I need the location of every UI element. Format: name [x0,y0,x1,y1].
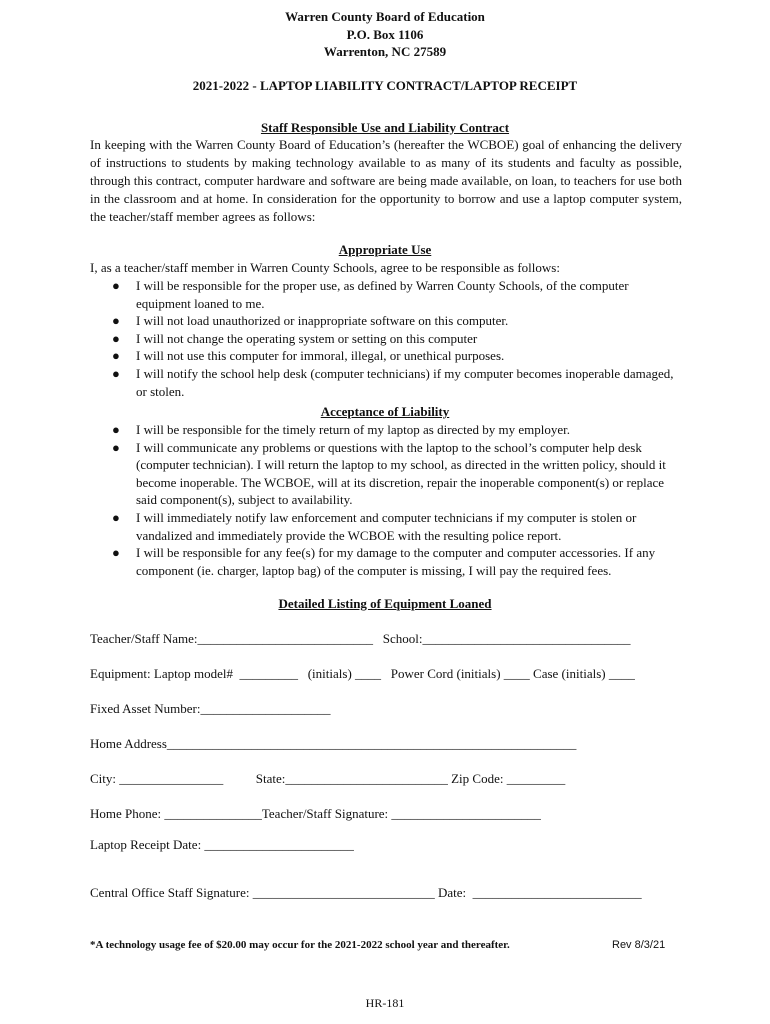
equipment-line[interactable]: Equipment: Laptop model# _________ (initials) ____ Power Cord (initials) ____ Case (initials) ____ [90,666,635,681]
acceptance-heading: Acceptance of Liability [320,404,450,419]
list-item [90,544,682,579]
list-item-text: I will be responsible for the proper use, as defined by Warren County Schools, of the computer equipment loaned to me. [136,278,629,311]
list-item [90,312,682,330]
bullet-icon: ● [112,278,120,293]
list-item [90,365,682,400]
bullet-icon: ● [112,509,120,525]
list-item [90,330,682,348]
list-item-text: I will communicate any problems or questions with the laptop to the school’s computer help desk (computer technician). I will return the laptop to my school, as directed in the written policy, should it become inoperable. The WCBOE, will at its discretion, repair the inoperable component(s) or replace said component(s), subject to availability. [136,439,666,508]
form-id: HR-181 [365,996,405,1010]
list-item-text: I will not change the operating system or setting on this computer [136,330,478,346]
list-item [90,277,682,312]
list-item [90,347,682,365]
list-item [90,509,682,544]
revision-date: Rev 8/3/21 [612,939,666,951]
list-item [90,421,682,439]
bullet-icon: ● [112,439,120,455]
staff-section-intro: In keeping with the Warren County Board of Education’s (hereafter the WCBOE) goal of enhancing the delivery of instructions to students by making technology available to as many of its students and faculty as possible, through this contract, computer hardware and software are being made available, on loan, to teachers for use both in the classroom and at home. In consideration for the opportunity to borrow and use a laptop computer system, the teacher/staff member agrees as follows: [90,137,682,224]
fixed-asset-line[interactable]: Fixed Asset Number:____________________ [90,701,331,716]
list-item-text: I will not load unauthorized or inappropriate software on this computer. [136,313,509,329]
list-item-text: I will notify the school help desk (computer technicians) if my computer becomes inoperable damaged, or stolen. [136,365,674,399]
bullet-icon: ● [112,545,120,561]
staff-section-heading: Staff Responsible Use and Liability Contract [260,120,510,135]
phone-signature-line[interactable]: Home Phone: _______________Teacher/Staff Signature: _______________________ [90,806,541,821]
receipt-date-line[interactable]: Laptop Receipt Date: _______________________ [90,837,354,852]
appropriate-use-list [90,277,682,400]
org-city: Warrenton, NC 27589 [323,44,447,59]
teacher-school-line[interactable]: Teacher/Staff Name:___________________________ School:________________________________ [90,631,631,646]
bullet-icon: ● [112,422,120,437]
list-item-text: I will immediately notify law enforcement and computer technicians if my computer is stolen or vandalized and immediately provide the WCBOE with the resulting police report. [136,509,637,543]
fee-footnote: *A technology usage fee of $20.00 may occur for the 2021-2022 school year and thereafter. [90,939,510,951]
equipment-heading: Detailed Listing of Equipment Loaned [278,596,492,611]
list-item-text: I will not use this computer for immoral, illegal, or unethical purposes. [136,348,505,364]
list-item-text: I will be responsible for any fee(s) for my damage to the computer and computer accessories. If any component (ie. charger, laptop bag) of the computer is missing, I will pay the required fees. [136,545,656,578]
bullet-icon: ● [112,330,120,346]
home-address-line[interactable]: Home Address_______________________________________________________________ [90,736,577,751]
list-item [90,439,682,509]
bullet-icon: ● [112,313,120,329]
city-state-zip-line[interactable]: City: ________________ State:_________________________ Zip Code: _________ [90,771,566,786]
central-office-signature-line[interactable]: Central Office Staff Signature: ____________________________ Date: __________________________ [90,885,642,900]
appropriate-use-heading: Appropriate Use [338,242,432,257]
document-title: 2021-2022 - LAPTOP LIABILITY CONTRACT/LAPTOP RECEIPT [192,78,578,93]
bullet-icon: ● [112,348,120,364]
appropriate-use-intro: I, as a teacher/staff member in Warren County Schools, agree to be responsible as follows: [90,260,560,275]
bullet-icon: ● [112,365,120,381]
org-name: Warren County Board of Education [285,9,485,24]
po-box: P.O. Box 1106 [346,26,424,42]
list-item-text: I will be responsible for the timely return of my laptop as directed by my employer. [136,422,570,437]
acceptance-list [90,421,682,579]
